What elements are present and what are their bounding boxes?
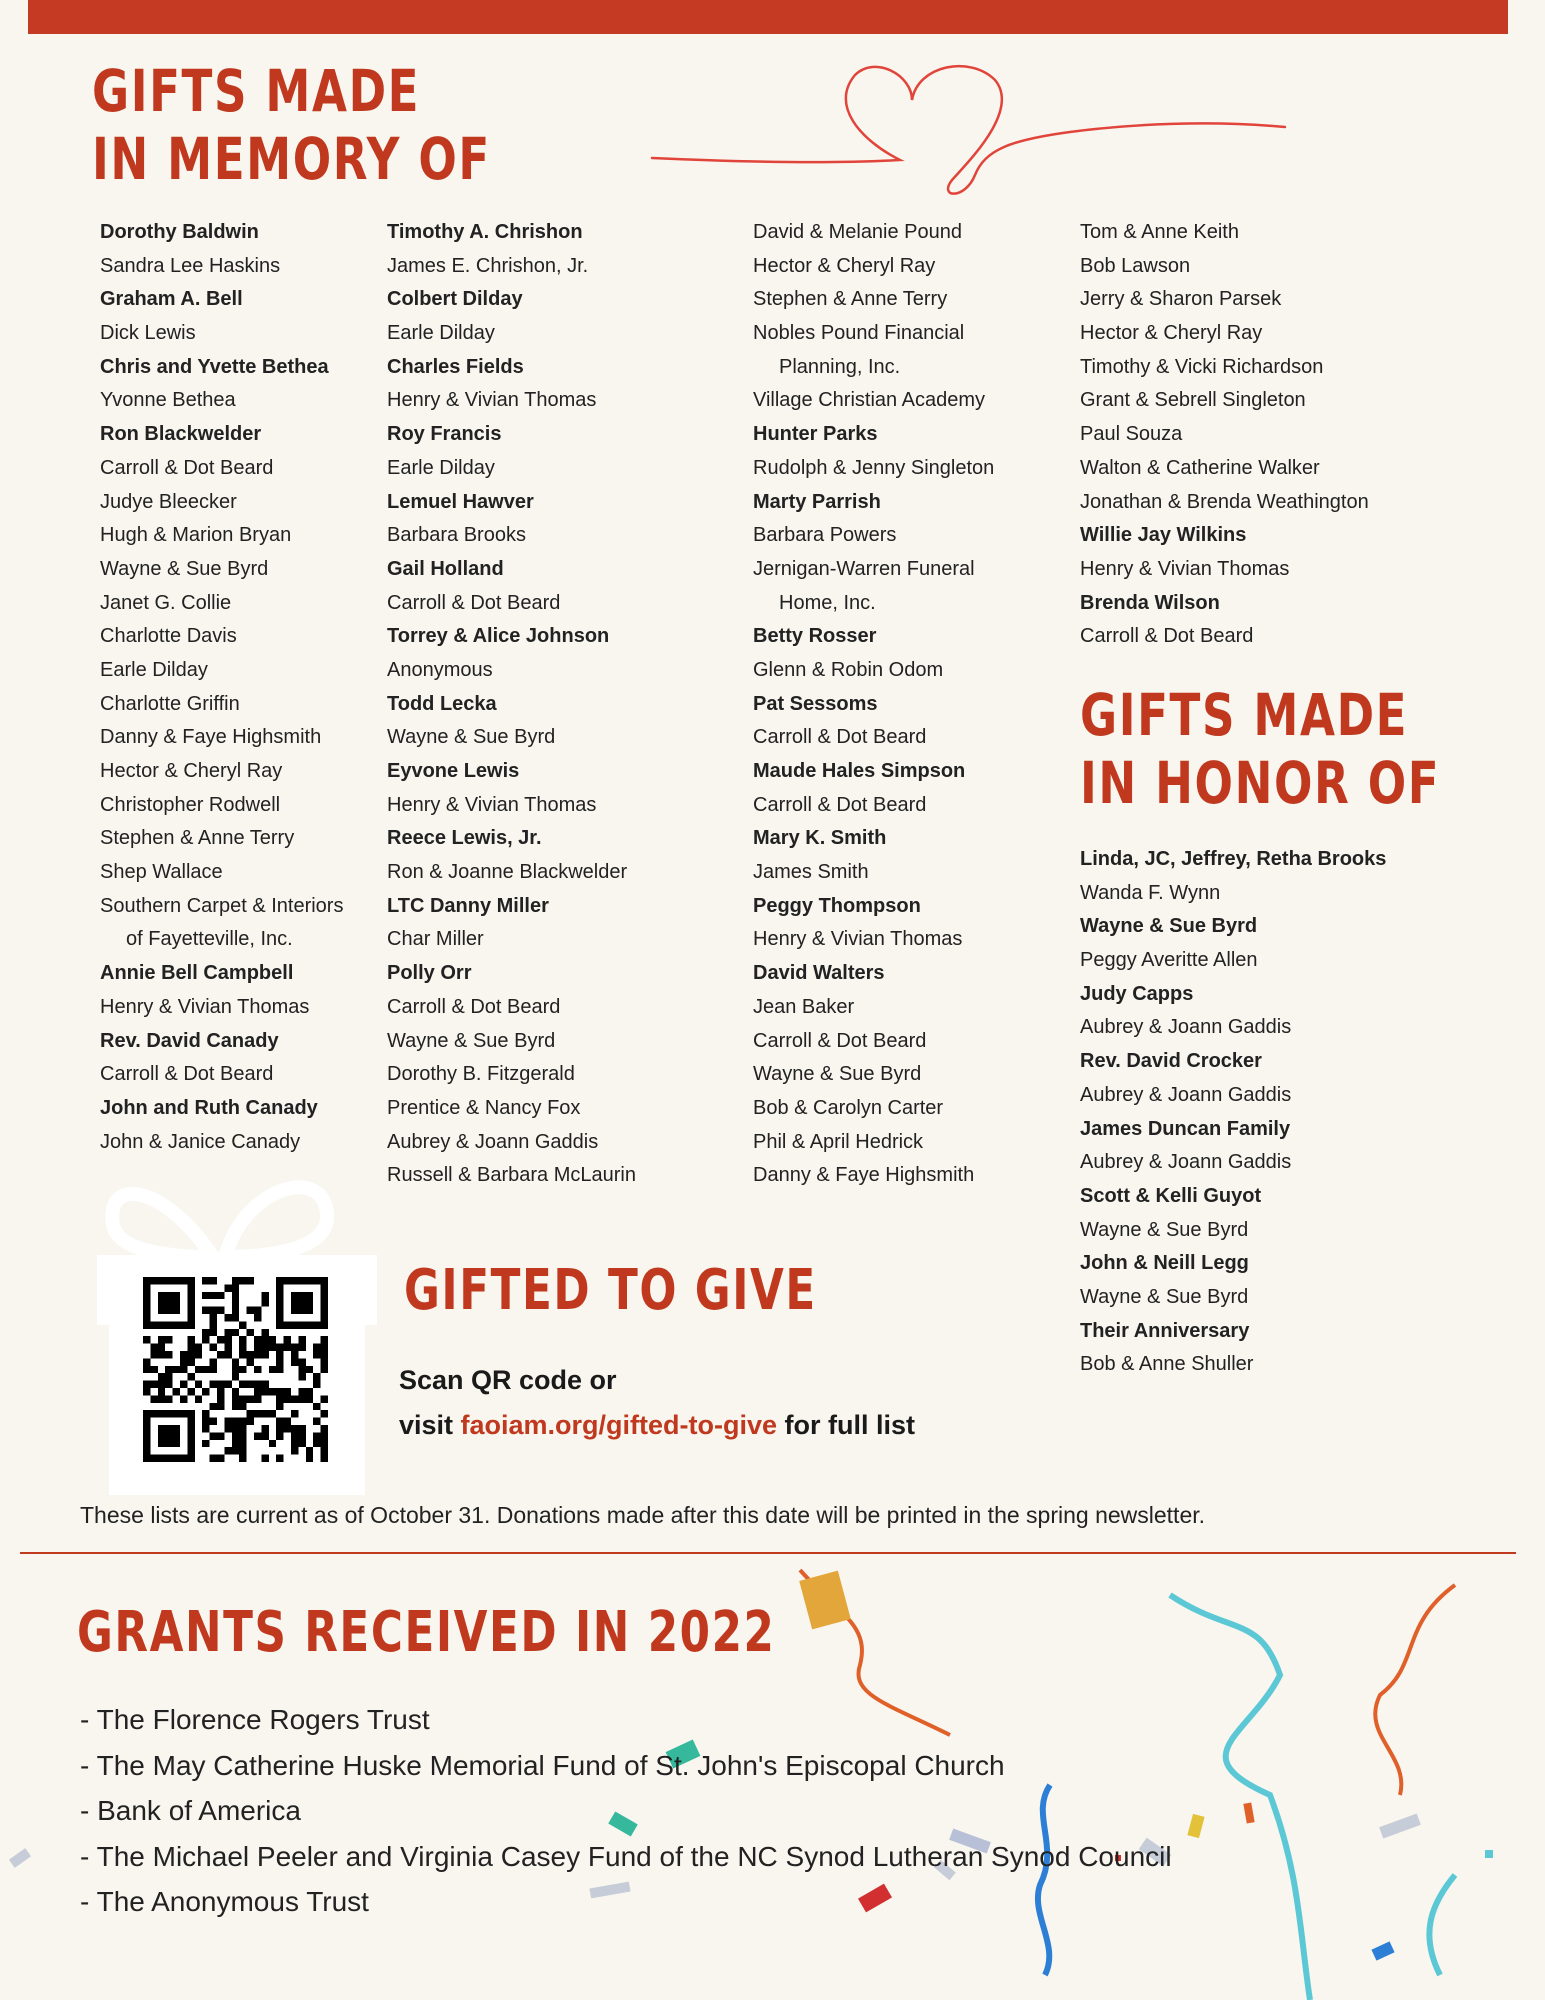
donor-name: Christopher Rodwell [100, 793, 281, 816]
donor-name: Wayne & Sue Byrd [100, 557, 269, 580]
donor-name: Henry & Vivian Thomas [753, 928, 963, 951]
donor-name: of Fayetteville, Inc. [126, 928, 293, 951]
memory-section-title: GIFTS MADE IN MEMORY OF [92, 57, 491, 193]
honoree-name: Wayne & Sue Byrd [1080, 915, 1258, 938]
memory-column-4 [1080, 216, 1369, 654]
donor-name: Russell & Barbara McLaurin [387, 1164, 636, 1187]
donor-name: Paul Souza [1080, 423, 1183, 446]
honoree-name: Judy Capps [1080, 982, 1194, 1005]
donor-name: Carroll & Dot Beard [100, 1063, 274, 1086]
donor-name: Phil & April Hedrick [753, 1130, 924, 1153]
donor-name: Bob & Anne Shuller [1080, 1353, 1254, 1376]
donor-name: James Smith [753, 861, 869, 884]
donor-name: Dorothy B. Fitzgerald [387, 1063, 575, 1086]
donor-name: Glenn & Robin Odom [753, 658, 944, 681]
donor-name: Carroll & Dot Beard [753, 793, 927, 816]
honoree-name: Lemuel Hawver [387, 490, 534, 513]
honoree-name: Rev. David Canady [100, 1029, 279, 1052]
donor-name: Henry & Vivian Thomas [100, 995, 310, 1018]
donor-name: Timothy & Vicki Richardson [1080, 355, 1324, 378]
donor-name: Aubrey & Joann Gaddis [1080, 1151, 1292, 1174]
donor-name: Wayne & Sue Byrd [1080, 1218, 1249, 1241]
donor-name: Char Miller [387, 928, 484, 951]
donor-name: Ron & Joanne Blackwelder [387, 861, 628, 884]
top-bar [28, 0, 1508, 34]
donor-name: Hector & Cheryl Ray [753, 254, 936, 277]
honoree-name: Rev. David Crocker [1080, 1050, 1262, 1073]
donor-name: Aubrey & Joann Gaddis [387, 1130, 599, 1153]
honoree-name: David Walters [753, 962, 885, 985]
honor-list [1080, 843, 1386, 1382]
donor-name: Sandra Lee Haskins [100, 254, 281, 277]
honoree-name: Their Anniversary [1080, 1319, 1250, 1342]
donor-name: Tom & Anne Keith [1080, 221, 1239, 243]
donor-name: Henry & Vivian Thomas [1080, 557, 1290, 580]
honoree-name: Graham A. Bell [100, 288, 243, 311]
donor-name: Jonathan & Brenda Weathington [1080, 490, 1369, 513]
donor-name: Charlotte Davis [100, 625, 237, 648]
donor-name: Dick Lewis [100, 322, 196, 345]
honoree-name: Roy Francis [387, 423, 502, 446]
donor-name: Earle Dilday [387, 456, 495, 479]
donor-name: Prentice & Nancy Fox [387, 1096, 581, 1119]
donor-name: Nobles Pound Financial [753, 322, 965, 345]
donor-name: Janet G. Collie [100, 591, 232, 614]
donor-name: Bob & Carolyn Carter [753, 1096, 944, 1119]
donor-name: Aubrey & Joann Gaddis [1080, 1083, 1292, 1106]
donor-name: Henry & Vivian Thomas [387, 793, 597, 816]
donor-name: Wanda F. Wynn [1080, 881, 1221, 904]
donor-name: David & Melanie Pound [753, 221, 963, 243]
honoree-name: Ron Blackwelder [100, 423, 262, 446]
donor-name: Rudolph & Jenny Singleton [753, 456, 995, 479]
donor-name: John & Janice Canady [100, 1130, 301, 1153]
memory-column-3 [753, 216, 994, 1193]
grant-item: - The Florence Rogers Trust [80, 1704, 430, 1735]
donor-name: Planning, Inc. [779, 355, 901, 378]
donor-name: Carroll & Dot Beard [753, 1029, 927, 1052]
donor-name: Danny & Faye Highsmith [100, 726, 322, 749]
donor-name: Southern Carpet & Interiors [100, 894, 344, 917]
donor-name: Danny & Faye Highsmith [753, 1164, 975, 1187]
donor-name: Hugh & Marion Bryan [100, 524, 292, 547]
donor-name: Hector & Cheryl Ray [100, 760, 283, 782]
honoree-name: Reece Lewis, Jr. [387, 827, 542, 850]
honoree-name: Eyvone Lewis [387, 760, 520, 782]
memory-column-1 [100, 216, 343, 1159]
donor-name: Jerry & Sharon Parsek [1080, 288, 1282, 311]
honoree-name: Brenda Wilson [1080, 591, 1220, 614]
donor-name: Jernigan-Warren Funeral [753, 557, 975, 580]
donor-name: Charlotte Griffin [100, 692, 240, 715]
donor-name: Jean Baker [753, 995, 855, 1018]
donor-name: Walton & Catherine Walker [1080, 456, 1320, 479]
grants-list [80, 1697, 1172, 1925]
qr-instructions [399, 1358, 915, 1448]
honoree-name: Timothy A. Chrishon [387, 221, 583, 243]
donor-name: Hector & Cheryl Ray [1080, 322, 1263, 345]
grant-item: - The Michael Peeler and Virginia Casey Fund of the NC Synod Lutheran Synod Council [80, 1840, 1172, 1872]
honoree-name: Scott & Kelli Guyot [1080, 1184, 1262, 1207]
honor-section-title: GIFTS MADE IN HONOR OF [1080, 681, 1441, 817]
grants-title: GRANTS RECEIVED IN 2022 [77, 1600, 776, 1665]
honoree-name: Linda, JC, Jeffrey, Retha Brooks [1080, 848, 1387, 870]
qr-line-2: visit faoiam.org/gifted-to-give for full list [399, 1410, 916, 1440]
honoree-name: Pat Sessoms [753, 692, 878, 715]
grant-item: - Bank of America [80, 1795, 301, 1826]
honoree-name: Charles Fields [387, 355, 524, 378]
donor-name: Wayne & Sue Byrd [753, 1063, 922, 1086]
honoree-name: Annie Bell Campbell [100, 962, 294, 985]
honoree-name: Torrey & Alice Johnson [387, 625, 610, 648]
qr-code[interactable] [143, 1277, 328, 1462]
honoree-name: Betty Rosser [753, 625, 877, 648]
donor-name: Village Christian Academy [753, 389, 985, 412]
donor-name: Carroll & Dot Beard [1080, 625, 1254, 648]
honoree-name: Chris and Yvette Bethea [100, 355, 329, 378]
gifted-link[interactable]: faoiam.org/gifted-to-give [460, 1410, 778, 1440]
donor-name: Carroll & Dot Beard [387, 995, 561, 1018]
honoree-name: Gail Holland [387, 557, 504, 580]
donor-name: Anonymous [387, 658, 493, 681]
honoree-name: Marty Parrish [753, 490, 881, 513]
section-divider [20, 1552, 1516, 1554]
donor-name: Earle Dilday [100, 658, 208, 681]
gifted-title: GIFTED TO GIVE [404, 1258, 817, 1323]
grant-item: - The Anonymous Trust [80, 1886, 369, 1917]
qr-line-1: Scan QR code or [399, 1365, 617, 1395]
honoree-name: Willie Jay Wilkins [1080, 524, 1247, 547]
heart-line-icon [650, 50, 1290, 200]
donor-name: Peggy Averitte Allen [1080, 949, 1258, 972]
grant-item: - The May Catherine Huske Memorial Fund of St. John's Episcopal Church [80, 1749, 1005, 1781]
honoree-name: Peggy Thompson [753, 894, 921, 917]
honoree-name: James Duncan Family [1080, 1117, 1291, 1140]
donor-name: Grant & Sebrell Singleton [1080, 389, 1306, 412]
donor-name: Wayne & Sue Byrd [387, 726, 556, 749]
donor-name: Stephen & Anne Terry [100, 827, 295, 850]
donor-name: Carroll & Dot Beard [753, 726, 927, 749]
donor-name: Yvonne Bethea [100, 389, 236, 412]
donor-name: Stephen & Anne Terry [753, 288, 948, 311]
honoree-name: Mary K. Smith [753, 827, 887, 850]
donor-name: Wayne & Sue Byrd [387, 1029, 556, 1052]
honoree-name: Dorothy Baldwin [100, 221, 259, 243]
donor-name: Judye Bleecker [100, 490, 237, 513]
honoree-name: LTC Danny Miller [387, 894, 549, 917]
honoree-name: Hunter Parks [753, 423, 878, 446]
donor-name: Shep Wallace [100, 861, 223, 884]
honoree-name: John and Ruth Canady [100, 1096, 318, 1119]
honoree-name: Colbert Dilday [387, 288, 523, 311]
donor-name: Carroll & Dot Beard [100, 456, 274, 479]
honoree-name: Polly Orr [387, 962, 472, 985]
donor-name: James E. Chrishon, Jr. [387, 254, 589, 277]
donor-name: Barbara Powers [753, 524, 897, 547]
honoree-name: Maude Hales Simpson [753, 760, 966, 782]
donor-name: Carroll & Dot Beard [387, 591, 561, 614]
donor-name: Bob Lawson [1080, 254, 1191, 277]
donor-name: Earle Dilday [387, 322, 495, 345]
donor-name: Barbara Brooks [387, 524, 526, 547]
memory-column-2 [387, 216, 636, 1193]
donor-name: Aubrey & Joann Gaddis [1080, 1016, 1292, 1039]
honoree-name: Todd Lecka [387, 692, 497, 715]
donor-name: Wayne & Sue Byrd [1080, 1285, 1249, 1308]
lists-date-note: These lists are current as of October 31. Donations made after this date will be printed in the spring newsletter. [80, 1502, 1206, 1528]
donor-name: Home, Inc. [779, 591, 876, 614]
donor-name: Henry & Vivian Thomas [387, 389, 597, 412]
honoree-name: John & Neill Legg [1080, 1252, 1249, 1275]
